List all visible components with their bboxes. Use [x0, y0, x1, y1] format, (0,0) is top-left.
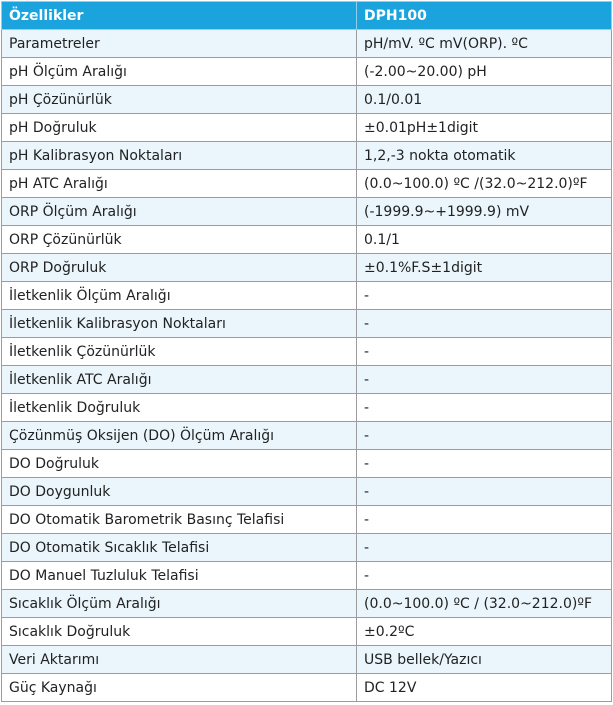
spec-value-cell: -: [357, 478, 612, 506]
spec-name-cell: İletkenlik ATC Aralığı: [2, 366, 357, 394]
table-row: [2, 86, 612, 114]
table-row: [2, 590, 612, 618]
spec-name-cell: ORP Ölçüm Aralığı: [2, 198, 357, 226]
spec-value-cell: 0.1/1: [357, 226, 612, 254]
spec-value-cell: USB bellek/Yazıcı: [357, 646, 612, 674]
spec-value-cell: (-1999.9~+1999.9) mV: [357, 198, 612, 226]
spec-value-cell: -: [357, 366, 612, 394]
table-row: [2, 338, 612, 366]
spec-value-cell: -: [357, 450, 612, 478]
spec-name-cell: pH Çözünürlük: [2, 86, 357, 114]
spec-name-cell: pH Kalibrasyon Noktaları: [2, 142, 357, 170]
table-row: [2, 646, 612, 674]
spec-value-cell: -: [357, 338, 612, 366]
spec-name-cell: pH Doğruluk: [2, 114, 357, 142]
spec-value-cell: -: [357, 506, 612, 534]
table-row: [2, 422, 612, 450]
spec-value-cell: -: [357, 562, 612, 590]
table-row: [2, 618, 612, 646]
spec-name-cell: pH ATC Aralığı: [2, 170, 357, 198]
spec-value-cell: DC 12V: [357, 674, 612, 702]
spec-name-cell: İletkenlik Doğruluk: [2, 394, 357, 422]
table-row: [2, 226, 612, 254]
spec-value-cell: -: [357, 422, 612, 450]
spec-name-cell: Parametreler: [2, 30, 357, 58]
spec-name-cell: Sıcaklık Ölçüm Aralığı: [2, 590, 357, 618]
spec-value-cell: (-2.00~20.00) pH: [357, 58, 612, 86]
table-row: [2, 30, 612, 58]
spec-name-cell: DO Doğruluk: [2, 450, 357, 478]
table-row: [2, 282, 612, 310]
table-row: [2, 534, 612, 562]
spec-value-cell: -: [357, 310, 612, 338]
table-row: [2, 170, 612, 198]
spec-name-cell: İletkenlik Kalibrasyon Noktaları: [2, 310, 357, 338]
table-row: [2, 450, 612, 478]
header-cell-model: DPH100: [357, 2, 612, 30]
table-row: [2, 114, 612, 142]
table-row: [2, 254, 612, 282]
spec-name-cell: ORP Doğruluk: [2, 254, 357, 282]
spec-name-cell: Veri Aktarımı: [2, 646, 357, 674]
header-cell-features: Özellikler: [2, 2, 357, 30]
spec-value-cell: 1,2,-3 nokta otomatik: [357, 142, 612, 170]
spec-value-cell: ±0.01pH±1digit: [357, 114, 612, 142]
spec-name-cell: DO Otomatik Sıcaklık Telafisi: [2, 534, 357, 562]
table-row: [2, 142, 612, 170]
spec-name-cell: Sıcaklık Doğruluk: [2, 618, 357, 646]
header-row: [2, 2, 612, 30]
table-row: [2, 478, 612, 506]
spec-name-cell: DO Doygunluk: [2, 478, 357, 506]
spec-value-cell: -: [357, 394, 612, 422]
spec-value-cell: -: [357, 282, 612, 310]
table-row: [2, 310, 612, 338]
table-row: [2, 58, 612, 86]
table-row: [2, 366, 612, 394]
spec-value-cell: pH/mV. ºC mV(ORP). ºC: [357, 30, 612, 58]
spec-value-cell: 0.1/0.01: [357, 86, 612, 114]
spec-name-cell: DO Otomatik Barometrik Basınç Telafisi: [2, 506, 357, 534]
table-header: [2, 2, 612, 30]
spec-value-cell: (0.0~100.0) ºC /(32.0~212.0)ºF: [357, 170, 612, 198]
specifications-table: [1, 1, 612, 702]
spec-name-cell: İletkenlik Ölçüm Aralığı: [2, 282, 357, 310]
spec-value-cell: ±0.1%F.S±1digit: [357, 254, 612, 282]
spec-name-cell: DO Manuel Tuzluluk Telafisi: [2, 562, 357, 590]
spec-name-cell: İletkenlik Çözünürlük: [2, 338, 357, 366]
table-row: [2, 674, 612, 702]
spec-name-cell: pH Ölçüm Aralığı: [2, 58, 357, 86]
table-row: [2, 198, 612, 226]
table-row: [2, 394, 612, 422]
table-row: [2, 506, 612, 534]
table-row: [2, 562, 612, 590]
spec-value-cell: -: [357, 534, 612, 562]
spec-value-cell: ±0.2ºC: [357, 618, 612, 646]
spec-name-cell: Çözünmüş Oksijen (DO) Ölçüm Aralığı: [2, 422, 357, 450]
spec-name-cell: Güç Kaynağı: [2, 674, 357, 702]
table-body: [2, 30, 612, 702]
spec-name-cell: ORP Çözünürlük: [2, 226, 357, 254]
spec-value-cell: (0.0~100.0) ºC / (32.0~212.0)ºF: [357, 590, 612, 618]
